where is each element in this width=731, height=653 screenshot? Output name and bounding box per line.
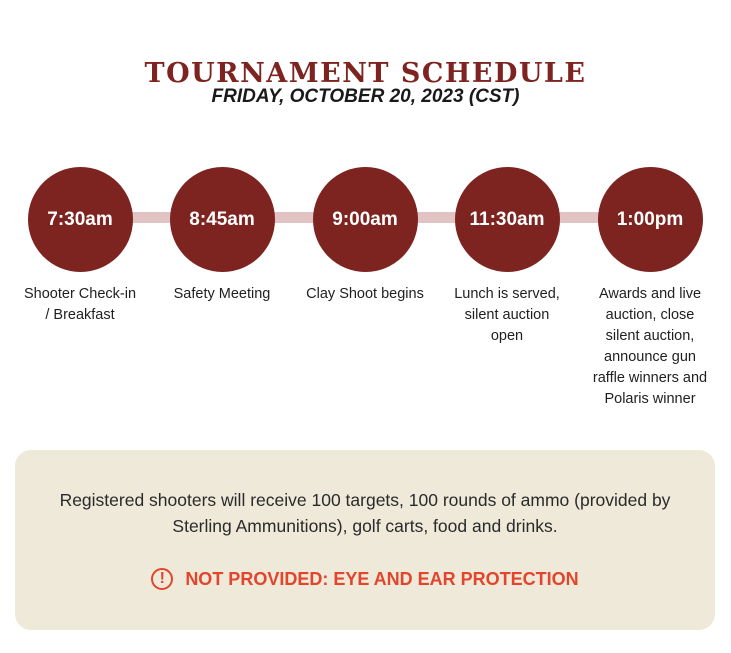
step-description: Clay Shoot begins	[306, 286, 424, 302]
info-panel	[15, 450, 715, 630]
exclamation-circle-icon: !	[151, 568, 173, 590]
info-text: Registered shooters will receive 100 targets, 100 rounds of ammo (provided by Sterling Ammunitions), golf carts, food and drinks.	[59, 490, 671, 536]
schedule-step	[5, 167, 155, 326]
schedule-step	[147, 167, 297, 305]
warning-text: NOT PROVIDED: EYE AND EAR PROTECTION	[185, 568, 579, 589]
warning-notice	[15, 568, 715, 590]
step-description: Safety Meeting	[173, 286, 271, 302]
time-circle: 9:00am	[313, 167, 418, 272]
schedule-step	[290, 167, 440, 305]
schedule-step	[575, 167, 725, 410]
event-date: FRIDAY, OCTOBER 20, 2023 (CST)	[211, 86, 520, 107]
time-circle: 8:45am	[170, 167, 275, 272]
time-circle: 11:30am	[455, 167, 560, 272]
step-description: Shooter Check-in / Breakfast	[23, 286, 137, 323]
step-description: Awards and live auction, close silent auction, announce gun raffle winners and Polaris winner	[592, 286, 708, 407]
time-circle: 7:30am	[28, 167, 133, 272]
time-circle: 1:00pm	[598, 167, 703, 272]
schedule-step	[432, 167, 582, 347]
page-title: TOURNAMENT SCHEDULE	[144, 58, 587, 90]
step-description: Lunch is served, silent auction open	[454, 286, 560, 344]
